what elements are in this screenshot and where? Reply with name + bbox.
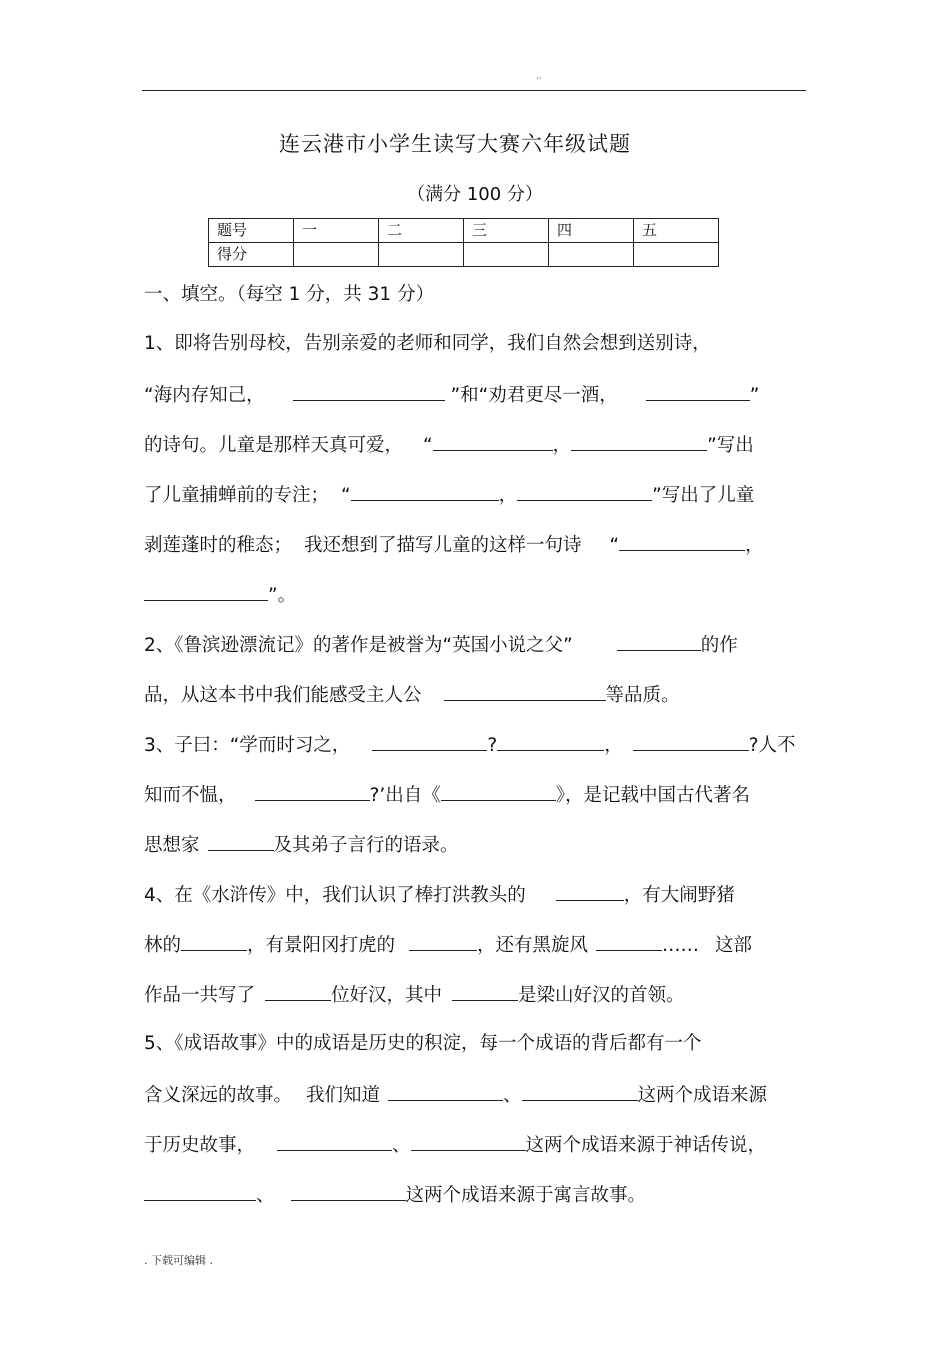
q4-line3 <box>144 982 685 1008</box>
score-table-score-row <box>209 243 719 267</box>
q4-text: ，有大闹野猪 <box>623 885 735 906</box>
q4-blank-6[interactable] <box>452 982 518 1001</box>
q5-text: 于历史故事， <box>144 1135 256 1156</box>
q5-blank-6[interactable] <box>291 1182 406 1201</box>
score-cell-5[interactable] <box>634 243 719 267</box>
q4-text: ，有景阳冈打虎的 <box>247 935 396 956</box>
q1-text: ”写出了儿童 <box>652 485 755 506</box>
q1-line3 <box>144 432 754 458</box>
q1-text: “ <box>423 435 433 456</box>
q3-text: 思想家 <box>144 835 200 856</box>
q1-blank-7[interactable] <box>619 532 745 551</box>
q4-line1 <box>144 882 735 908</box>
q1-line2 <box>144 382 759 408</box>
q1-text: ， <box>552 435 572 456</box>
q3-text: 》，是记载中国古代著名 <box>555 785 750 806</box>
q1-line6 <box>144 582 296 608</box>
q5-text: 这两个成语来源于神话传说， <box>525 1135 767 1156</box>
q3-text: ?人不 <box>748 735 796 756</box>
q4-text: 林的 <box>144 935 182 956</box>
q1-text: ， <box>498 485 518 506</box>
q5-text: 含义深远的故事。 <box>144 1085 293 1106</box>
q4-blank-4[interactable] <box>596 932 662 951</box>
q5-line2 <box>144 1082 767 1108</box>
q1-text: ”和“劝君更尽一酒， <box>450 385 618 406</box>
score-table <box>208 218 719 267</box>
q1-blank-3[interactable] <box>433 432 553 451</box>
q4-text: 位好汉，其中 <box>331 985 443 1006</box>
q5-text: 这两个成语来源 <box>637 1085 768 1106</box>
q5-blank-2[interactable] <box>522 1082 638 1101</box>
q4-text: 作品一共写了 <box>144 985 256 1006</box>
score-table-header-row <box>209 219 719 243</box>
q2-blank-2[interactable] <box>444 682 606 701</box>
q3-text: 及其弟子言行的语录。 <box>273 835 459 856</box>
q4-text: 4、在《水浒传》中，我们认识了棒打洪教头的 <box>144 885 526 906</box>
q3-blank-2[interactable] <box>497 732 604 751</box>
q1-text: 我还想到了描写儿童的这样一句诗 <box>304 535 582 556</box>
q1-blank-5[interactable] <box>351 482 499 501</box>
q1-line1: 1、即将告别母校，告别亲爱的老师和同学，我们自然会想到送别诗， <box>144 333 711 354</box>
q2-text: 的作 <box>700 635 738 656</box>
q3-blank-3[interactable] <box>633 732 749 751</box>
section1-heading: 一、填空。（每空 1 分，共 31 分） <box>144 284 435 305</box>
q4-blank-3[interactable] <box>409 932 477 951</box>
q1-text: ， <box>745 535 764 556</box>
q5-text: 、 <box>503 1085 522 1106</box>
q3-blank-1[interactable] <box>372 732 487 751</box>
q3-text: 3、子曰：“学而时习之， <box>144 735 351 756</box>
q2-text: 等品质。 <box>605 685 680 706</box>
q5-blank-3[interactable] <box>277 1132 392 1151</box>
q1-blank-1[interactable] <box>293 382 445 401</box>
q1-line5 <box>144 532 764 558</box>
q4-text: 是梁山好汉的首领。 <box>518 985 685 1006</box>
q5-blank-4[interactable] <box>411 1132 526 1151</box>
q5-blank-1[interactable] <box>388 1082 503 1101</box>
q4-blank-1[interactable] <box>556 882 624 901</box>
q5-text: 我们知道 <box>306 1085 381 1106</box>
q1-blank-2[interactable] <box>646 382 750 401</box>
q2-text: 2、《鲁滨逊漂流记》的著作是被誉为“英国小说之父” <box>144 635 573 656</box>
q3-line2 <box>144 782 750 808</box>
q3-text: ? <box>487 735 498 756</box>
q3-blank-5[interactable] <box>441 782 556 801</box>
score-col-1: 一 <box>294 219 379 243</box>
page-subtitle: （满分 100 分） <box>407 184 543 205</box>
page-title: 连云港市小学生读写大赛六年级试题 <box>279 132 631 156</box>
q1-text: “ <box>609 535 620 556</box>
q1-text: ”。 <box>268 585 297 606</box>
q2-blank-1[interactable] <box>617 632 701 651</box>
q4-blank-2[interactable] <box>181 932 247 951</box>
q5-blank-5[interactable] <box>144 1182 256 1201</box>
q4-text: 这部 <box>715 935 753 956</box>
q5-text: 这两个成语来源于寓言故事。 <box>405 1185 647 1206</box>
score-cell-2[interactable] <box>379 243 464 267</box>
q3-text: ?’出自《 <box>369 785 441 806</box>
q2-line2 <box>144 682 680 708</box>
q2-line1 <box>144 632 738 658</box>
q3-blank-6[interactable] <box>208 832 274 851</box>
q1-text: ”写出 <box>707 435 754 456</box>
q1-text: 剥莲蓬时的稚态； <box>144 535 293 556</box>
q4-line2 <box>144 932 752 958</box>
q3-text: ， <box>604 735 623 756</box>
q1-blank-8[interactable] <box>144 582 268 601</box>
q2-text: 品，从这本书中我们能感受主人公 <box>144 685 422 706</box>
score-col-5: 五 <box>634 219 719 243</box>
score-cell-3[interactable] <box>464 243 549 267</box>
q5-text: 、 <box>256 1185 275 1206</box>
score-table-header-label: 题号 <box>209 219 294 243</box>
q5-line4 <box>144 1182 646 1208</box>
q5-line3 <box>144 1132 766 1158</box>
score-table-row-label: 得分 <box>209 243 294 267</box>
q3-blank-4[interactable] <box>255 782 370 801</box>
q3-line1 <box>144 732 796 758</box>
score-col-3: 三 <box>464 219 549 243</box>
q4-text: ，还有黑旋风 <box>477 935 589 956</box>
score-col-4: 四 <box>549 219 634 243</box>
header-rule <box>142 90 806 91</box>
score-cell-1[interactable] <box>294 243 379 267</box>
q1-text: ” <box>749 385 760 406</box>
q4-text: …… <box>662 935 700 956</box>
q1-text: 的诗句。儿童是那样天真可爱， <box>144 435 404 456</box>
q3-text: 知而不愠， <box>144 785 237 806</box>
q5-text: 、 <box>392 1135 411 1156</box>
q1-blank-6[interactable] <box>517 482 652 501</box>
q1-text: 了儿童捕蝉前的专注； <box>144 485 330 506</box>
q1-text: “海内存知己， <box>144 385 265 406</box>
q3-line3 <box>144 832 459 858</box>
header-mark: ·· <box>536 74 542 84</box>
q5-line1: 5、《成语故事》中的成语是历史的积淀，每一个成语的背后都有一个 <box>144 1033 702 1054</box>
q1-blank-4[interactable] <box>571 432 707 451</box>
page-footer: . 下载可编辑 . <box>144 1254 213 1267</box>
score-col-2: 二 <box>379 219 464 243</box>
q4-blank-5[interactable] <box>265 982 331 1001</box>
q1-text: “ <box>341 485 351 506</box>
q1-line4 <box>144 482 754 508</box>
score-cell-4[interactable] <box>549 243 634 267</box>
